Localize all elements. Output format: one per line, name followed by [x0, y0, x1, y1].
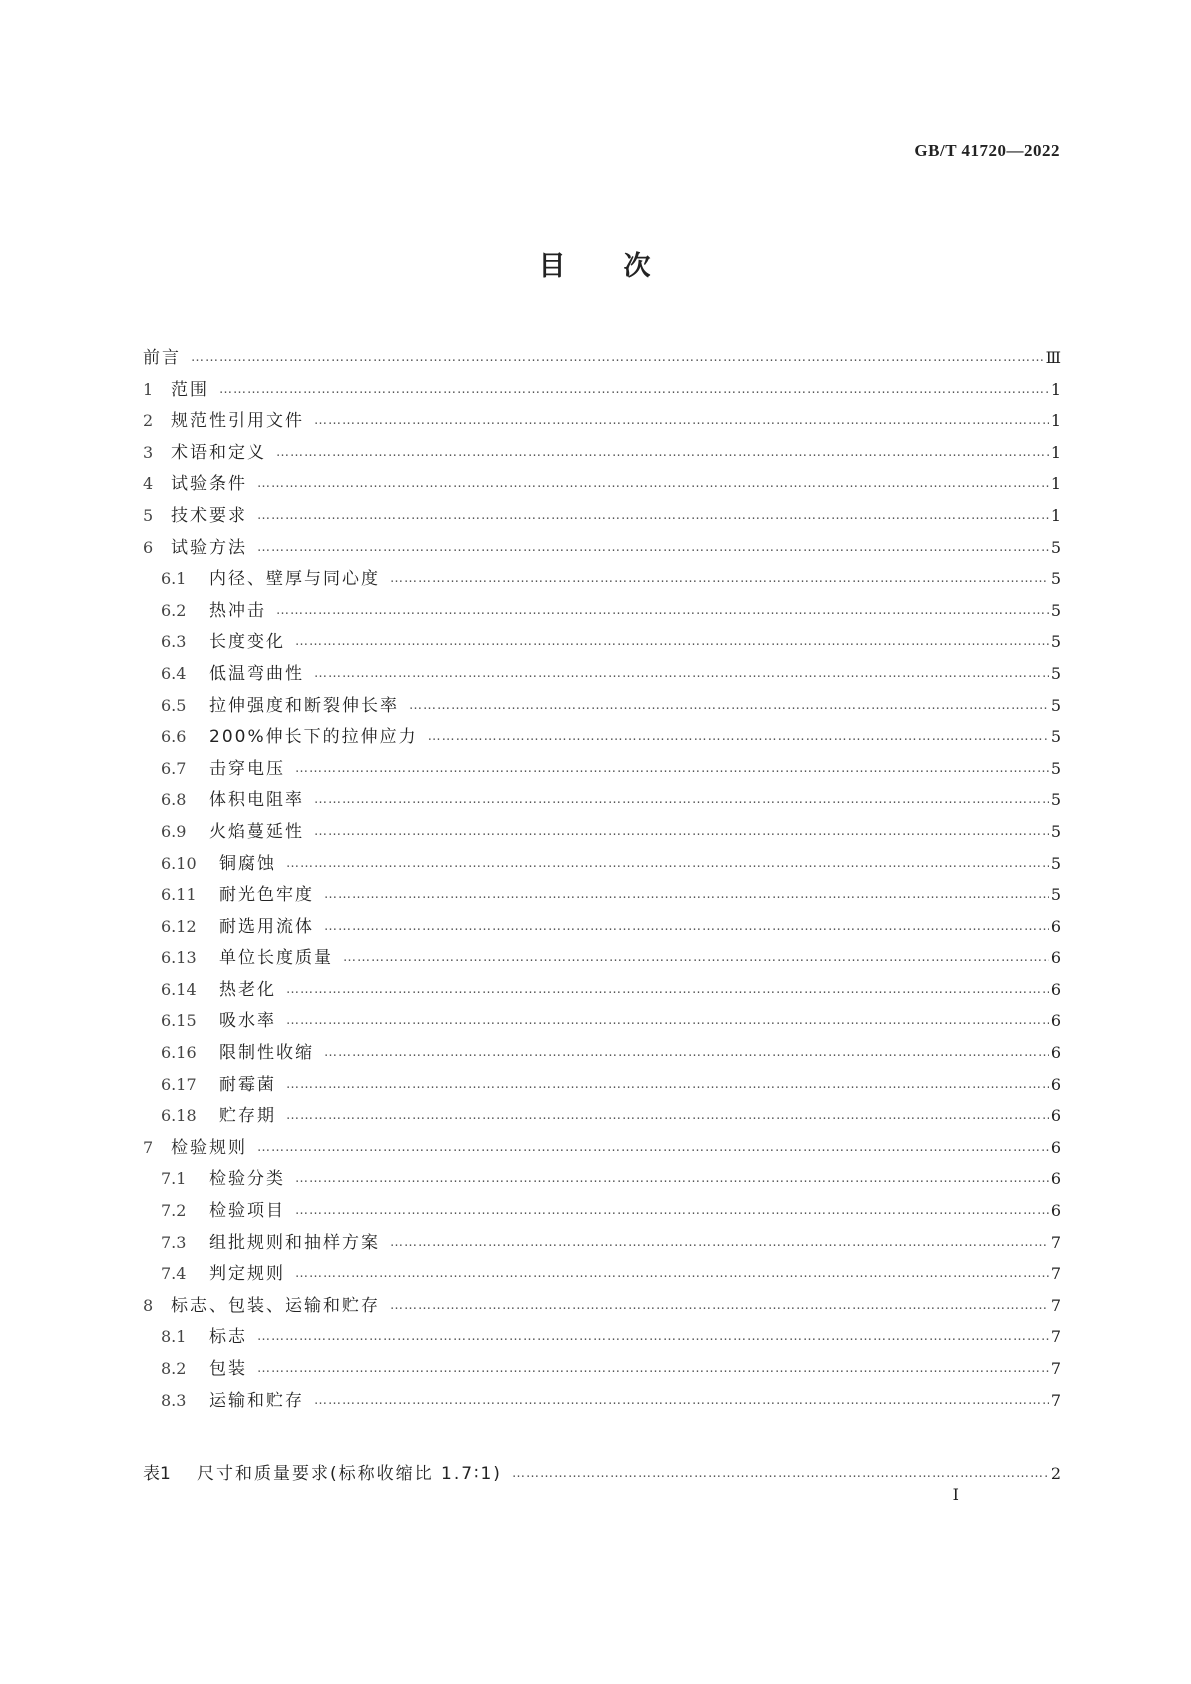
toc-leader-dots: [272, 437, 1049, 469]
toc-entry[interactable]: [143, 374, 1061, 406]
toc-entry-label: 铜腐蚀: [219, 853, 276, 874]
toc-leader-dots: [320, 911, 1049, 943]
toc-entry[interactable]: [143, 342, 1061, 374]
toc-entry-page: 5: [1050, 790, 1061, 810]
toc-entry-number: 6.9: [161, 821, 187, 841]
toc-entry-label: 耐选用流体: [219, 916, 314, 937]
toc-entry-page: 6: [1050, 948, 1061, 968]
page-title: [0, 244, 1191, 283]
toc-entry-label: 低温弯曲性: [209, 663, 304, 684]
toc-entry-number: 6.14: [161, 979, 197, 999]
toc-entry-number: 6.7: [161, 758, 187, 778]
toc-entry-label: 体积电阻率: [209, 790, 304, 811]
toc-entry-page: 5: [1050, 885, 1061, 905]
toc-entry-page: 7: [1050, 1390, 1061, 1410]
toc-entry[interactable]: [143, 1037, 1061, 1069]
toc-entry-label: 拉伸强度和断裂伸长率: [209, 695, 399, 716]
toc-entry-label: 标志、包装、运输和贮存: [171, 1295, 380, 1316]
toc-entry-number: 7.2: [161, 1201, 187, 1221]
toc-leader-dots: [253, 500, 1049, 532]
toc-entry[interactable]: [143, 595, 1061, 627]
toc-entry-label: 试验方法: [171, 537, 247, 558]
toc-entry[interactable]: [143, 1195, 1061, 1227]
toc-entry-number: 7.1: [161, 1169, 187, 1189]
toc-entry[interactable]: [143, 816, 1061, 848]
toc-entry-number: 6.15: [161, 1011, 197, 1031]
toc-entry-label: 长度变化: [209, 632, 285, 653]
toc-entry-label: 200%伸长下的拉伸应力: [209, 727, 418, 748]
toc-entry-label: 耐光色牢度: [219, 885, 314, 906]
toc-entry-page: 1: [1050, 505, 1061, 525]
toc-entry[interactable]: [143, 626, 1061, 658]
toc-entry-label: 包装: [209, 1359, 247, 1379]
toc-entry-page: 7: [1050, 1327, 1061, 1347]
toc-entry-number: 6.16: [161, 1043, 197, 1063]
toc-entry[interactable]: [143, 911, 1061, 943]
toc-leader-dots: [291, 1163, 1049, 1195]
footer-page-number: I: [952, 1485, 959, 1504]
toc-entry-label: 试验条件: [171, 474, 247, 495]
toc-leader-dots: [339, 942, 1049, 974]
toc-leader-dots: [310, 816, 1049, 848]
toc-entry-number: 5: [143, 505, 154, 525]
toc-entry[interactable]: [143, 942, 1061, 974]
toc-entry-number: 表1: [143, 1464, 171, 1485]
toc-entry-page: 6: [1050, 1074, 1061, 1094]
toc-entry[interactable]: [143, 532, 1061, 564]
toc-entry[interactable]: [143, 690, 1061, 722]
toc-leader-dots: [424, 721, 1049, 753]
toc-entry[interactable]: [143, 468, 1061, 500]
toc-leader-dots: [253, 1321, 1049, 1353]
toc-entry[interactable]: [143, 437, 1061, 469]
toc-entry-label: 标志: [209, 1327, 247, 1348]
toc-entry-page: 6: [1050, 916, 1061, 936]
toc-leader-dots: [386, 563, 1049, 595]
toc-leader-dots: [291, 753, 1049, 785]
toc-entry-page: 1: [1050, 442, 1061, 462]
toc-entry[interactable]: [143, 1385, 1061, 1417]
toc-entry[interactable]: [143, 974, 1061, 1006]
toc-entry-number: 6.4: [161, 663, 187, 683]
toc-entry-page: 6: [1050, 979, 1061, 999]
toc-entry-label: 判定规则: [209, 1264, 285, 1285]
toc-entry-number: 4: [143, 474, 154, 494]
toc-entry-label: 检验规则: [171, 1137, 247, 1158]
toc-entry-number: 6.3: [161, 632, 187, 652]
toc-leader-dots: [253, 468, 1049, 500]
toc-entry[interactable]: [143, 1163, 1061, 1195]
toc-entry[interactable]: [143, 753, 1061, 785]
toc-leader-dots: [310, 405, 1049, 437]
toc-entry-number: 6: [143, 537, 154, 557]
toc-entry-page: 6: [1050, 1137, 1061, 1157]
toc-entry-page: 5: [1050, 663, 1061, 683]
toc-entry-label: 火焰蔓延性: [209, 821, 304, 842]
toc-leader-dots: [386, 1227, 1049, 1259]
toc-entry-label: 术语和定义: [171, 442, 266, 463]
toc-entry[interactable]: [143, 405, 1061, 437]
toc-entry[interactable]: [143, 1227, 1061, 1259]
toc-entry[interactable]: [143, 563, 1061, 595]
toc-entry-page: 5: [1050, 821, 1061, 841]
toc-leader-dots: [282, 1100, 1049, 1132]
toc-leader-dots: [282, 974, 1049, 1006]
table-of-contents: [143, 342, 1061, 1490]
toc-entry[interactable]: [143, 1290, 1061, 1322]
toc-entry-label: 尺寸和质量要求(标称收缩比 1.7∶1): [197, 1464, 502, 1485]
toc-entry[interactable]: [143, 1100, 1061, 1132]
toc-entry-number: 6.10: [161, 853, 197, 873]
toc-entry-page: 5: [1050, 853, 1061, 873]
toc-entry[interactable]: [143, 879, 1061, 911]
toc-entry-number: 7.4: [161, 1264, 187, 1284]
toc-leader-dots: [291, 1258, 1049, 1290]
toc-entry-label: 范围: [171, 379, 209, 400]
toc-entry-page: 1: [1050, 379, 1061, 399]
toc-entry[interactable]: [143, 1132, 1061, 1164]
toc-entry[interactable]: [143, 1005, 1061, 1037]
toc-entry-page: 6: [1050, 1011, 1061, 1031]
toc-entry-label: 运输和贮存: [209, 1390, 304, 1411]
toc-entry-number: 8.3: [161, 1390, 187, 1410]
toc-entry-number: 1: [143, 379, 154, 399]
toc-leader-dots: [386, 1290, 1049, 1322]
toc-entry-page: 2: [1050, 1464, 1061, 1484]
toc-leader-dots: [508, 1458, 1049, 1490]
toc-entry-number: 6.17: [161, 1074, 197, 1094]
toc-leader-dots: [253, 1132, 1049, 1164]
toc-entry-label: 内径、壁厚与同心度: [209, 569, 380, 590]
toc-entry-page: 5: [1050, 632, 1061, 652]
toc-entry-label: 技术要求: [171, 505, 247, 526]
toc-entry-label: 限制性收缩: [219, 1043, 314, 1064]
toc-entry-page: Ⅲ: [1045, 348, 1061, 367]
toc-entry-label: 检验项目: [209, 1201, 285, 1222]
toc-entry-number: 6.12: [161, 916, 197, 936]
toc-entry-page: 1: [1050, 411, 1061, 431]
toc-entry[interactable]: [143, 721, 1061, 753]
toc-entry-page: 5: [1050, 569, 1061, 589]
title-char-2: 次: [623, 251, 653, 282]
toc-entry-number: 6.18: [161, 1106, 197, 1126]
toc-entry-page: 7: [1050, 1295, 1061, 1315]
toc-leader-dots: [291, 626, 1049, 658]
toc-entry-page: 7: [1050, 1232, 1061, 1252]
toc-entry-label: 组批规则和抽样方案: [209, 1232, 380, 1253]
toc-entry-page: 5: [1050, 600, 1061, 620]
toc-entry[interactable]: [143, 848, 1061, 880]
toc-entry-page: 7: [1050, 1359, 1061, 1378]
toc-entry-number: 6.11: [161, 885, 197, 905]
toc-entry-label: 耐霉菌: [219, 1074, 276, 1095]
toc-entry-page: 1: [1050, 474, 1061, 494]
toc-entry-number: 6.13: [161, 948, 197, 968]
toc-entry-number: 7.3: [161, 1232, 187, 1252]
toc-entry-number: 3: [143, 442, 154, 462]
toc-entry-label: 击穿电压: [209, 758, 285, 779]
toc-entry[interactable]: [143, 1069, 1061, 1101]
toc-entry-number: 6.6: [161, 727, 187, 747]
toc-entry-label: 热冲击: [209, 600, 266, 621]
toc-entry-page: 5: [1050, 537, 1061, 557]
toc-entry-label: 贮存期: [219, 1106, 276, 1127]
toc-entry[interactable]: [143, 1353, 1061, 1385]
toc-entry-number: 8.2: [161, 1359, 187, 1378]
toc-entry-page: 5: [1050, 727, 1061, 747]
toc-leader-dots: [282, 1005, 1049, 1037]
title-char-1: 目: [538, 251, 568, 282]
toc-entry-number: 6.2: [161, 600, 187, 620]
toc-leader-dots: [405, 690, 1049, 722]
toc-entry-page: 6: [1050, 1106, 1061, 1126]
toc-leader-dots: [282, 1069, 1049, 1101]
toc-leader-dots: [272, 595, 1049, 627]
toc-entry-label: 规范性引用文件: [171, 411, 304, 432]
toc-entry-number: 7: [143, 1137, 154, 1157]
toc-entry[interactable]: [143, 658, 1061, 690]
toc-entry-label: 吸水率: [219, 1011, 276, 1032]
toc-entry-page: 6: [1050, 1043, 1061, 1063]
toc-entry-page: 5: [1050, 695, 1061, 715]
toc-entry-number: 6.8: [161, 790, 187, 810]
toc-leader-dots: [187, 342, 1046, 374]
toc-leader-dots: [310, 1385, 1049, 1417]
toc-entry[interactable]: [143, 1258, 1061, 1290]
toc-leader-dots: [320, 1037, 1049, 1069]
standard-code: GB/T 41720—2022: [914, 141, 1060, 160]
toc-leader-dots: [310, 658, 1049, 690]
toc-entry-number: 8: [143, 1295, 154, 1315]
toc-entry[interactable]: [143, 784, 1061, 816]
toc-entry-label: 检验分类: [209, 1169, 285, 1190]
toc-leader-dots: [253, 532, 1049, 564]
toc-entry-number: 6.1: [161, 569, 187, 589]
toc-leader-dots: [310, 784, 1049, 816]
toc-leader-dots: [282, 848, 1049, 880]
toc-entry-page: 7: [1050, 1264, 1061, 1284]
toc-entry-page: 6: [1050, 1169, 1061, 1189]
toc-table-entry[interactable]: [143, 1458, 1061, 1490]
toc-entry-label: 前言: [143, 348, 181, 368]
toc-entry-number: 6.5: [161, 695, 187, 715]
toc-entry-page: 6: [1050, 1201, 1061, 1221]
toc-entry-number: 8.1: [161, 1327, 187, 1347]
toc-entry-number: 2: [143, 411, 154, 431]
toc-entry-page: 5: [1050, 758, 1061, 778]
toc-entry-label: 单位长度质量: [219, 948, 333, 969]
toc-leader-dots: [253, 1353, 1049, 1385]
toc-entry[interactable]: [143, 500, 1061, 532]
toc-entry-label: 热老化: [219, 979, 276, 1000]
toc-leader-dots: [291, 1195, 1049, 1227]
toc-leader-dots: [215, 374, 1049, 406]
toc-leader-dots: [320, 879, 1049, 911]
toc-entry[interactable]: [143, 1321, 1061, 1353]
